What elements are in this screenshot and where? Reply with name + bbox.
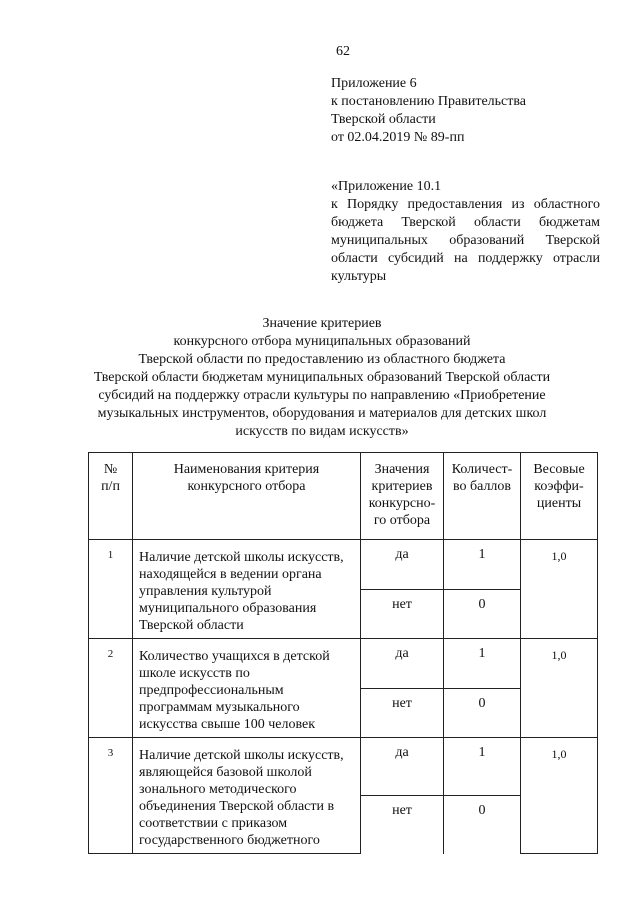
header-line: го отбора: [373, 513, 431, 528]
header-line: критериев: [371, 479, 433, 494]
appendix-6-line: Приложение 6: [331, 76, 417, 91]
appendix-10-1-header: [331, 178, 600, 286]
criterion-line: являющейся базовой школой: [139, 765, 312, 780]
criterion-line: Наличие детской школы искусств,: [139, 550, 344, 565]
value-cell: да: [361, 738, 444, 796]
header-line: №: [103, 462, 118, 477]
header-line: во баллов: [452, 479, 512, 494]
title-line: конкурсного отбора муниципальных образований: [173, 334, 471, 349]
weight-cell: 1,0: [521, 540, 598, 639]
criterion-line: школе искусств по: [139, 666, 250, 681]
row-number: 2: [89, 639, 133, 738]
criterion-line: искусства свыше 100 человек: [139, 717, 316, 732]
header-criterion: [133, 453, 361, 540]
criterion-line: зонального методического: [139, 782, 297, 797]
header-scores: [444, 453, 521, 540]
appendix-6-header: [331, 75, 601, 147]
criterion-line: управления культурой: [139, 584, 272, 599]
title-line: Тверской области бюджетам муниципальных образований Тверской области: [93, 370, 551, 385]
score-cell: 0: [444, 589, 521, 639]
criterion-line: находящейся в ведении органа: [139, 567, 322, 582]
header-line: Наименования критерия: [173, 462, 320, 477]
criterion-line: предпрофессиональным: [139, 683, 284, 698]
header-line: Значения: [374, 462, 430, 477]
header-line: коэффи-: [534, 479, 584, 494]
title-line: субсидий на поддержку отрасли культуры по направлению «Приобретение: [98, 388, 546, 403]
criterion-line: объединения Тверской области в: [139, 799, 335, 814]
appendix-10-line: «Приложение 10.1: [331, 179, 442, 194]
row-number: 1: [89, 540, 133, 639]
value-cell: да: [361, 540, 444, 590]
criterion-line: соответствии с приказом: [139, 816, 288, 831]
score-cell: 0: [444, 688, 521, 738]
score-cell: 1: [444, 540, 521, 590]
appendix-6-line: к постановлению Правительства: [331, 94, 527, 109]
title-line: искусств по видам искусств»: [235, 424, 409, 439]
criterion-line: программам музыкального: [139, 700, 300, 715]
table-row: [89, 540, 598, 590]
criterion-line: государственного бюджетного: [139, 833, 320, 848]
appendix-10-line: области субсидий на поддержку отрасли: [331, 251, 600, 266]
criterion-cell: [133, 540, 361, 639]
document-title: [60, 315, 584, 441]
criterion-line: Количество учащихся в детской: [139, 649, 330, 664]
title-line: музыкальных инструментов, оборудования и материалов для детских школ: [97, 406, 547, 421]
appendix-10-line: к Порядку предоставления из областного: [331, 197, 600, 212]
header-weights: [521, 453, 598, 540]
header-line: Весовые: [533, 462, 585, 477]
criterion-line: Наличие детской школы искусств,: [139, 748, 344, 763]
header-line: Количест-: [451, 462, 513, 477]
table-header-row: [89, 453, 598, 540]
table-row: [89, 639, 598, 689]
appendix-6-line: от 02.04.2019 № 89-пп: [331, 130, 465, 145]
criterion-line: Тверской области: [139, 618, 244, 633]
row-number: 3: [89, 738, 133, 854]
appendix-10-line: бюджета Тверской области бюджетам: [331, 215, 600, 230]
header-line: п/п: [101, 479, 120, 494]
value-cell: нет: [361, 589, 444, 639]
score-cell: 1: [444, 738, 521, 796]
header-line: циенты: [536, 496, 582, 511]
criterion-line: муниципального образования: [139, 601, 317, 616]
appendix-10-line: культуры: [331, 269, 387, 284]
header-line: конкурсного отбора: [187, 479, 306, 494]
header-number: [89, 453, 133, 540]
table-row: [89, 738, 598, 796]
weight-cell: 1,0: [521, 738, 598, 854]
score-cell: 1: [444, 639, 521, 689]
score-cell: 0: [444, 796, 521, 854]
weight-cell: 1,0: [521, 639, 598, 738]
title-line: Тверской области по предоставлению из областного бюджета: [138, 352, 506, 367]
value-cell: нет: [361, 688, 444, 738]
header-line: конкурсно-: [368, 496, 436, 511]
criterion-cell: [133, 738, 361, 854]
appendix-10-line: муниципальных образований Тверской: [331, 233, 600, 248]
value-cell: да: [361, 639, 444, 689]
header-values: [361, 453, 444, 540]
value-cell: нет: [361, 796, 444, 854]
appendix-6-line: Тверской области: [331, 112, 436, 127]
title-line: Значение критериев: [262, 316, 382, 331]
criteria-table: [88, 452, 598, 854]
page-number: 62: [336, 44, 350, 59]
criterion-cell: [133, 639, 361, 738]
